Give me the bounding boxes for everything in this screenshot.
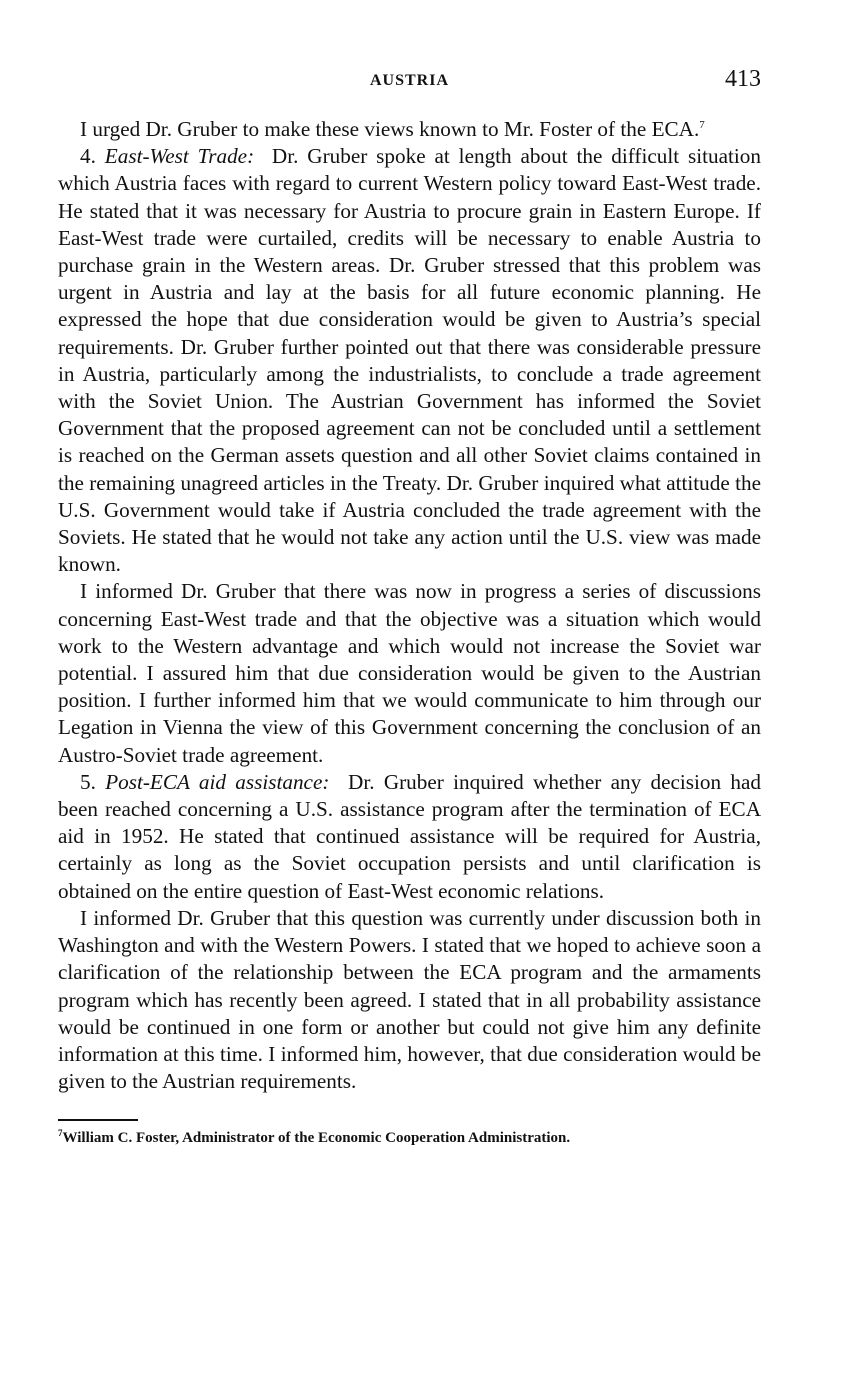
section-number: 4. xyxy=(80,144,96,169)
paragraph-east-west-trade xyxy=(58,143,761,578)
paragraph-text: Dr. Gruber spoke at length about the difficult situation which Austria faces with regard to current Western policy toward East-West trade. He stated that it was necessary for Austria to procure grain in Eastern Europe. If East-West trade were curtailed, credits will be necessary to enable Austria to purchase grain in the Western areas. Dr. Gruber stressed that this problem was urgent in Austria and lay at the basis for all future economic planning. He expressed the hope that due consideration would be given to Austria’s special requirements. Dr. Gruber further pointed out that there was considerable pressure in Austria, particularly among the industrialists, to conclude a trade agreement with the Soviet Union. The Austrian Government has informed the Soviet Government that the proposed agreement can not be concluded until a settlement is reached on the German assets question and all other Soviet claims contained in the remaining unagreed articles in the Treaty. Dr. Gruber inquired what attitude the U.S. Government would take if Austria concluded the trade agreement with the Soviets. He stated that he would not take any action until the U.S. view was made known. xyxy=(58,144,761,577)
running-head: AUSTRIA xyxy=(369,72,449,89)
page-number: 413 xyxy=(725,66,761,92)
footnote-text: William C. Foster, Administrator of the Economic Cooperation Administration. xyxy=(62,1130,571,1147)
paragraph-east-west-response xyxy=(58,578,761,768)
section-number: 5. xyxy=(80,769,96,794)
paragraph-text: I informed Dr. Gruber that there was now in progress a series of discussions concerning East-West trade and that the objective was a situation which would work to the Western advantage and which would not increase the Soviet war potential. I assured him that due consideration would be given to the Austrian position. I further informed him that we would communicate to him through our Legation in Vienna the view of this Government concerning the conclusion of an Austro-Soviet trade agreement. xyxy=(58,579,761,767)
section-heading: Post-ECA aid assistance: xyxy=(105,769,330,794)
footnote-marker: 7 xyxy=(58,1128,63,1139)
body-text xyxy=(58,116,761,1095)
paragraph-text: Dr. Gruber inquired whether any decision had been reached concerning a U.S. assistance program after the termination of ECA aid in 1952. He stated that continued assistance will be required for Austria, certainly as long as the Soviet occupation persists and until clarification is obtained on the entire question of East-West economic relations. xyxy=(58,769,762,903)
paragraph-text: I informed Dr. Gruber that this question was currently under discussion both in Washington and with the Western Powers. I stated that we hoped to achieve soon a clarification of the relationship between the ECA program and the armaments program which has recently been agreed. I stated that in all probability assistance would be continued in one form or another but could not give him any definite information at this time. I informed him, however, that due consideration would be given to the Austrian requirements. xyxy=(58,905,761,1094)
paragraph-post-eca-aid xyxy=(58,769,761,905)
footnote xyxy=(58,1129,761,1148)
paragraph-gruber-foster xyxy=(58,116,761,143)
page-header xyxy=(58,62,761,102)
paragraph-post-eca-response xyxy=(58,905,761,1095)
paragraph-text: I urged Dr. Gruber to make these views known to Mr. Foster of the ECA. xyxy=(80,117,700,141)
section-heading: East-West Trade: xyxy=(104,144,255,169)
footnote-rule xyxy=(58,1119,138,1121)
footnote-reference: 7 xyxy=(699,118,705,131)
document-page xyxy=(58,62,761,1148)
